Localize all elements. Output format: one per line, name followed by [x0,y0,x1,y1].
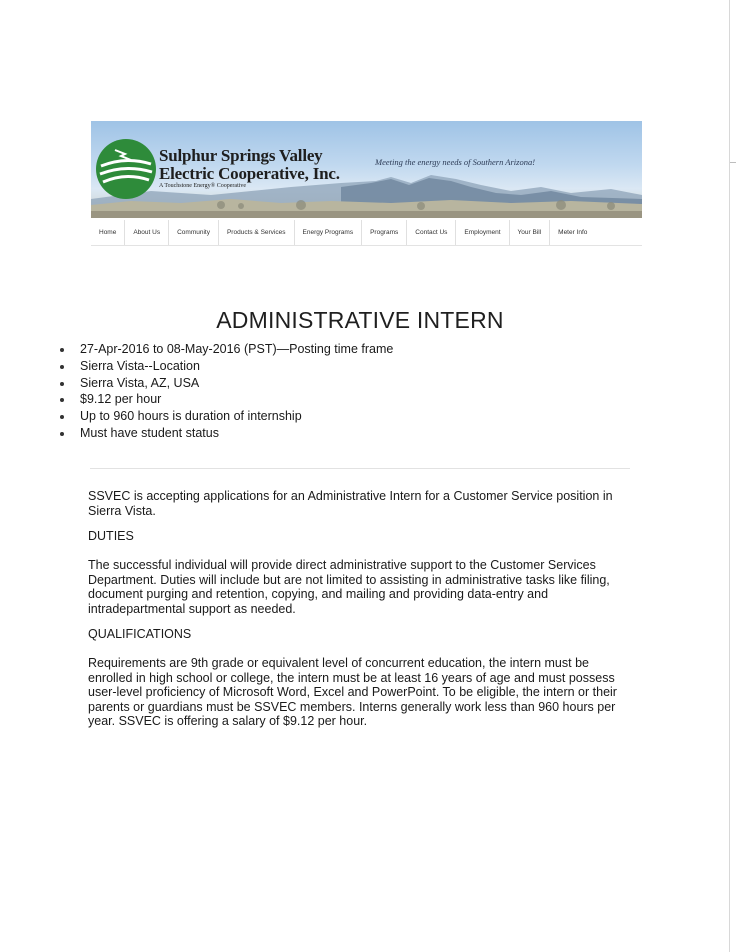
nav-about-us[interactable]: About Us [125,220,169,245]
fact-location: Sierra Vista--Location [56,358,393,375]
nav-energy-programs[interactable]: Energy Programs [295,220,363,245]
intro-paragraph: SSVEC is accepting applications for an Administrative Intern for a Customer Service position in Sierra Vista. [88,489,613,518]
brand-name-line2: Electric Cooperative, Inc. [159,164,340,183]
brand-name-line1: Sulphur Springs Valley [159,146,323,165]
touchstone-label: A Touchstone Energy® Cooperative [159,183,247,189]
duties-heading: DUTIES [88,529,134,543]
nav-meter-info[interactable]: Meter Info [558,229,588,236]
fact-city-state: Sierra Vista, AZ, USA [56,375,393,392]
scan-edge-tick [730,162,736,163]
banner-tagline: Meeting the energy needs of Southern Arizona! [375,157,536,167]
ssvec-logo-icon [95,138,157,200]
fact-student-status: Must have student status [56,425,393,442]
scan-edge-line [729,0,730,952]
nav-products-services[interactable]: Products & Services [219,220,295,245]
fact-posting-timeframe: 27-Apr-2016 to 08-May-2016 (PST)—Posting time frame [56,341,393,358]
main-nav [91,220,642,246]
nav-home[interactable]: Home [91,220,125,245]
nav-community[interactable]: Community [169,220,219,245]
qualifications-heading: QUALIFICATIONS [88,627,192,641]
nav-your-bill[interactable]: Your Bill [510,220,551,245]
job-title: ADMINISTRATIVE INTERN [216,307,504,333]
nav-contact-us[interactable]: Contact Us [407,220,456,245]
nav-employment[interactable]: Employment [456,220,509,245]
header-banner [91,121,642,218]
section-divider [90,468,630,469]
nav-programs[interactable]: Programs [362,220,407,245]
duties-paragraph: The successful individual will provide direct administrative support to the Customer Services Department. Duties will include but are not limited to assisting in administrative tasks like filing, document purging and retention, copying, and mailing and providing data-entry and intradepartmental support as needed. [88,558,610,616]
job-facts-list [56,341,393,442]
fact-duration: Up to 960 hours is duration of internship [56,408,393,425]
fact-pay: $9.12 per hour [56,391,393,408]
qualifications-paragraph: Requirements are 9th grade or equivalent level of concurrent education, the intern must be enrolled in high school or college, the intern must be at least 16 years of age and must possess user-level proficiency of Microsoft Word, Excel and PowerPoint. To be eligible, the intern or their parents or guardians must be SSVEC members. Interns generally work less than 960 hours per year. SSVEC is offering a salary of $9.12 per hour. [88,656,617,728]
